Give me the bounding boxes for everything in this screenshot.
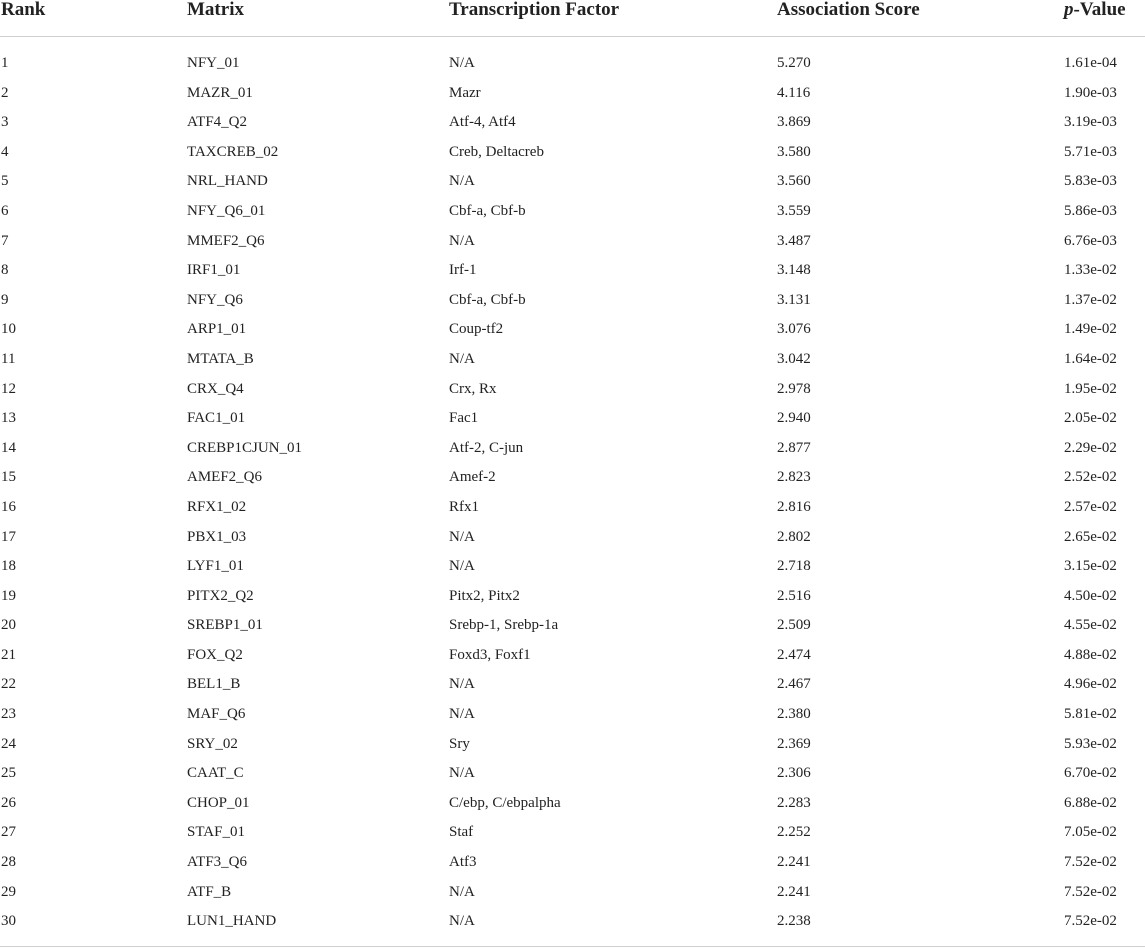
matrix-cell: MAZR_01 xyxy=(187,84,253,101)
matrix-cell: BEL1_B xyxy=(187,676,241,693)
p-value-cell: 4.88e-02 xyxy=(1064,646,1117,663)
association-score-cell: 2.823 xyxy=(777,469,811,486)
rank-cell: 21 xyxy=(1,646,16,663)
table-row xyxy=(0,286,1145,316)
rank-cell: 18 xyxy=(1,558,16,575)
p-value-cell: 1.37e-02 xyxy=(1064,291,1117,308)
rank-cell: 26 xyxy=(1,794,16,811)
header-p-value-italic: p xyxy=(1064,0,1074,20)
transcription-factor-cell: N/A xyxy=(449,913,475,930)
transcription-factor-cell: N/A xyxy=(449,55,475,71)
matrix-cell: NFY_Q6 xyxy=(187,291,243,308)
transcription-factor-cell: Rfx1 xyxy=(449,498,479,515)
rank-cell: 19 xyxy=(1,587,16,604)
table-row xyxy=(0,434,1145,464)
rank-cell: 8 xyxy=(1,262,9,279)
table-body xyxy=(0,49,1145,937)
p-value-cell: 7.05e-02 xyxy=(1064,824,1117,841)
transcription-factor-cell: Pitx2, Pitx2 xyxy=(449,587,520,604)
table-row xyxy=(0,108,1145,138)
transcription-factor-cell: Mazr xyxy=(449,84,481,101)
p-value-cell: 4.96e-02 xyxy=(1064,676,1117,693)
table-row xyxy=(0,670,1145,700)
transcription-factor-cell: N/A xyxy=(449,350,475,367)
matrix-cell: NFY_Q6_01 xyxy=(187,202,266,219)
transcription-factor-cell: N/A xyxy=(449,883,475,900)
table-row xyxy=(0,818,1145,848)
table-row xyxy=(0,848,1145,878)
rank-cell: 12 xyxy=(1,380,16,397)
transcription-factor-cell: Atf-2, C-jun xyxy=(449,439,524,456)
rank-cell: 25 xyxy=(1,765,16,782)
association-score-cell: 2.978 xyxy=(777,380,811,397)
matrix-cell: FAC1_01 xyxy=(187,410,246,427)
p-value-cell: 2.57e-02 xyxy=(1064,498,1117,515)
transcription-factor-cell: Staf xyxy=(449,824,474,841)
matrix-cell: LYF1_01 xyxy=(187,558,244,575)
p-value-cell: 2.29e-02 xyxy=(1064,439,1117,456)
matrix-cell: CREBP1CJUN_01 xyxy=(187,439,303,456)
p-value-cell: 2.52e-02 xyxy=(1064,469,1117,486)
table-row xyxy=(0,552,1145,582)
association-score-cell: 2.516 xyxy=(777,587,811,604)
p-value-cell: 1.64e-02 xyxy=(1064,350,1117,367)
table-row xyxy=(0,167,1145,197)
table-row xyxy=(0,315,1145,345)
association-score-cell: 3.148 xyxy=(777,262,811,279)
rank-cell: 29 xyxy=(1,883,16,900)
association-score-cell: 2.241 xyxy=(777,854,811,871)
association-score-cell: 3.560 xyxy=(777,173,811,190)
matrix-cell: NFY_01 xyxy=(187,55,240,71)
transcription-factor-cell: N/A xyxy=(449,706,475,723)
table-row xyxy=(0,256,1145,286)
matrix-cell: CAAT_C xyxy=(187,765,244,782)
table-row xyxy=(0,730,1145,760)
p-value-cell: 6.88e-02 xyxy=(1064,794,1117,811)
table-row xyxy=(0,49,1145,79)
rank-cell: 14 xyxy=(1,439,16,456)
p-value-cell: 1.90e-03 xyxy=(1064,84,1117,101)
transcription-factor-cell: Atf-4, Atf4 xyxy=(449,114,516,131)
transcription-factor-cell: Fac1 xyxy=(449,410,479,427)
p-value-cell: 7.52e-02 xyxy=(1064,913,1117,930)
rank-cell: 16 xyxy=(1,498,16,515)
matrix-cell: RFX1_02 xyxy=(187,498,247,515)
matrix-cell: CHOP_01 xyxy=(187,794,250,811)
table-row xyxy=(0,345,1145,375)
transcription-factor-cell: N/A xyxy=(449,528,475,545)
rank-cell: 30 xyxy=(1,913,16,930)
transcription-factor-cell: Irf-1 xyxy=(449,262,477,279)
transcription-factor-cell: Foxd3, Foxf1 xyxy=(449,646,531,663)
transcription-factor-cell: N/A xyxy=(449,558,475,575)
rank-cell: 3 xyxy=(1,114,9,131)
association-score-cell: 3.559 xyxy=(777,202,811,219)
association-score-cell: 2.380 xyxy=(777,706,811,723)
p-value-cell: 1.61e-04 xyxy=(1064,55,1117,71)
rank-cell: 9 xyxy=(1,291,9,308)
table-row xyxy=(0,375,1145,405)
p-value-cell: 4.55e-02 xyxy=(1064,617,1117,634)
transcription-factor-cell: Cbf-a, Cbf-b xyxy=(449,202,526,219)
matrix-cell: ATF3_Q6 xyxy=(187,854,248,871)
table-row xyxy=(0,79,1145,109)
p-value-cell: 3.19e-03 xyxy=(1064,114,1117,131)
p-value-cell: 5.81e-02 xyxy=(1064,706,1117,723)
matrix-cell: ARP1_01 xyxy=(187,321,247,338)
matrix-cell: STAF_01 xyxy=(187,824,245,841)
rank-cell: 13 xyxy=(1,410,16,427)
p-value-cell: 2.05e-02 xyxy=(1064,410,1117,427)
table-row xyxy=(0,907,1145,937)
p-value-cell: 2.65e-02 xyxy=(1064,528,1117,545)
association-score-cell: 5.270 xyxy=(777,55,811,71)
matrix-cell: MTATA_B xyxy=(187,350,254,367)
association-score-cell: 2.940 xyxy=(777,410,811,427)
association-score-cell: 2.467 xyxy=(777,676,811,693)
rank-cell: 17 xyxy=(1,528,16,545)
association-score-cell: 2.816 xyxy=(777,498,811,515)
transcription-factor-cell: Atf3 xyxy=(449,854,477,871)
header-transcription-factor: Transcription Factor xyxy=(449,0,620,20)
p-value-cell: 1.33e-02 xyxy=(1064,262,1117,279)
rank-cell: 27 xyxy=(1,824,16,841)
p-value-cell: 5.71e-03 xyxy=(1064,143,1117,160)
transcription-factor-cell: Coup-tf2 xyxy=(449,321,504,338)
p-value-cell: 5.83e-03 xyxy=(1064,173,1117,190)
association-score-cell: 2.252 xyxy=(777,824,811,841)
transcription-factor-cell: Creb, Deltacreb xyxy=(449,143,544,160)
association-score-cell: 2.802 xyxy=(777,528,811,545)
header-p-value-rest: -Value xyxy=(1073,0,1126,20)
association-score-cell: 3.869 xyxy=(777,114,811,131)
association-score-cell: 3.076 xyxy=(777,321,811,338)
table-row xyxy=(0,878,1145,908)
association-score-cell: 3.131 xyxy=(777,291,811,308)
matrix-cell: SRY_02 xyxy=(187,735,238,752)
table-row xyxy=(0,789,1145,819)
p-value-cell: 5.86e-03 xyxy=(1064,202,1117,219)
rank-cell: 28 xyxy=(1,854,16,871)
header-matrix: Matrix xyxy=(187,0,244,20)
rank-cell: 6 xyxy=(1,202,9,219)
table-row xyxy=(0,523,1145,553)
rank-cell: 20 xyxy=(1,617,16,634)
table-header xyxy=(0,0,1145,37)
transcription-factor-cell: N/A xyxy=(449,173,475,190)
transcription-factor-cell: Amef-2 xyxy=(449,469,496,486)
header-p-value xyxy=(1064,0,1126,21)
matrix-cell: ATF_B xyxy=(187,883,232,900)
matrix-cell: PBX1_03 xyxy=(187,528,247,545)
table-row xyxy=(0,197,1145,227)
association-score-cell: 4.116 xyxy=(777,84,811,101)
transcription-factor-cell: N/A xyxy=(449,765,475,782)
p-value-cell: 5.93e-02 xyxy=(1064,735,1117,752)
table-row xyxy=(0,404,1145,434)
matrix-cell: FOX_Q2 xyxy=(187,646,243,663)
association-score-cell: 2.474 xyxy=(777,646,811,663)
matrix-cell: CRX_Q4 xyxy=(187,380,244,397)
transcription-factor-cell: Cbf-a, Cbf-b xyxy=(449,291,526,308)
matrix-cell: MMEF2_Q6 xyxy=(187,232,265,249)
transcription-factor-cell: N/A xyxy=(449,676,475,693)
matrix-cell: IRF1_01 xyxy=(187,262,241,279)
association-score-cell: 2.369 xyxy=(777,735,811,752)
table-row xyxy=(0,493,1145,523)
table-row xyxy=(0,582,1145,612)
table-row xyxy=(0,463,1145,493)
p-value-cell: 4.50e-02 xyxy=(1064,587,1117,604)
table-row xyxy=(0,700,1145,730)
table-row xyxy=(0,138,1145,168)
rank-cell: 11 xyxy=(1,350,16,367)
transcription-factor-cell: C/ebp, C/ebpalpha xyxy=(449,794,561,811)
p-value-cell: 6.70e-02 xyxy=(1064,765,1117,782)
table-row xyxy=(0,641,1145,671)
p-value-cell: 6.76e-03 xyxy=(1064,232,1117,249)
p-value-cell: 7.52e-02 xyxy=(1064,883,1117,900)
header-association-score: Association Score xyxy=(777,0,920,20)
association-score-cell: 2.283 xyxy=(777,794,811,811)
rank-cell: 24 xyxy=(1,735,16,752)
rank-cell: 1 xyxy=(1,55,9,71)
association-score-cell: 2.509 xyxy=(777,617,811,634)
transcription-factor-cell: N/A xyxy=(449,232,475,249)
matrix-cell: ATF4_Q2 xyxy=(187,114,248,131)
matrix-cell: AMEF2_Q6 xyxy=(187,469,263,486)
table-row xyxy=(0,611,1145,641)
rank-cell: 2 xyxy=(1,84,9,101)
matrix-cell: NRL_HAND xyxy=(187,173,268,190)
rank-cell: 10 xyxy=(1,321,16,338)
matrix-cell: TAXCREB_02 xyxy=(187,143,279,160)
association-score-cell: 2.241 xyxy=(777,883,811,900)
association-score-cell: 2.718 xyxy=(777,558,811,575)
rank-cell: 22 xyxy=(1,676,16,693)
bottom-rule xyxy=(0,946,1145,947)
rank-cell: 4 xyxy=(1,143,9,160)
p-value-cell: 7.52e-02 xyxy=(1064,854,1117,871)
association-score-cell: 2.238 xyxy=(777,913,811,930)
table-row xyxy=(0,227,1145,257)
association-score-cell: 3.580 xyxy=(777,143,811,160)
matrix-cell: PITX2_Q2 xyxy=(187,587,254,604)
matrix-cell: SREBP1_01 xyxy=(187,617,263,634)
association-score-cell: 3.487 xyxy=(777,232,811,249)
transcription-factor-cell: Crx, Rx xyxy=(449,380,497,397)
rank-cell: 23 xyxy=(1,706,16,723)
transcription-factor-cell: Sry xyxy=(449,735,470,752)
header-rank: Rank xyxy=(1,0,46,20)
association-score-cell: 2.877 xyxy=(777,439,811,456)
p-value-cell: 3.15e-02 xyxy=(1064,558,1117,575)
association-score-cell: 2.306 xyxy=(777,765,811,782)
rank-cell: 7 xyxy=(1,232,9,249)
table-row xyxy=(0,759,1145,789)
matrix-cell: MAF_Q6 xyxy=(187,706,246,723)
p-value-cell: 1.95e-02 xyxy=(1064,380,1117,397)
association-score-cell: 3.042 xyxy=(777,350,811,367)
rank-cell: 5 xyxy=(1,173,9,190)
p-value-cell: 1.49e-02 xyxy=(1064,321,1117,338)
matrix-cell: LUN1_HAND xyxy=(187,913,277,930)
transcription-factor-cell: Srebp-1, Srebp-1a xyxy=(449,617,559,634)
rank-cell: 15 xyxy=(1,469,16,486)
